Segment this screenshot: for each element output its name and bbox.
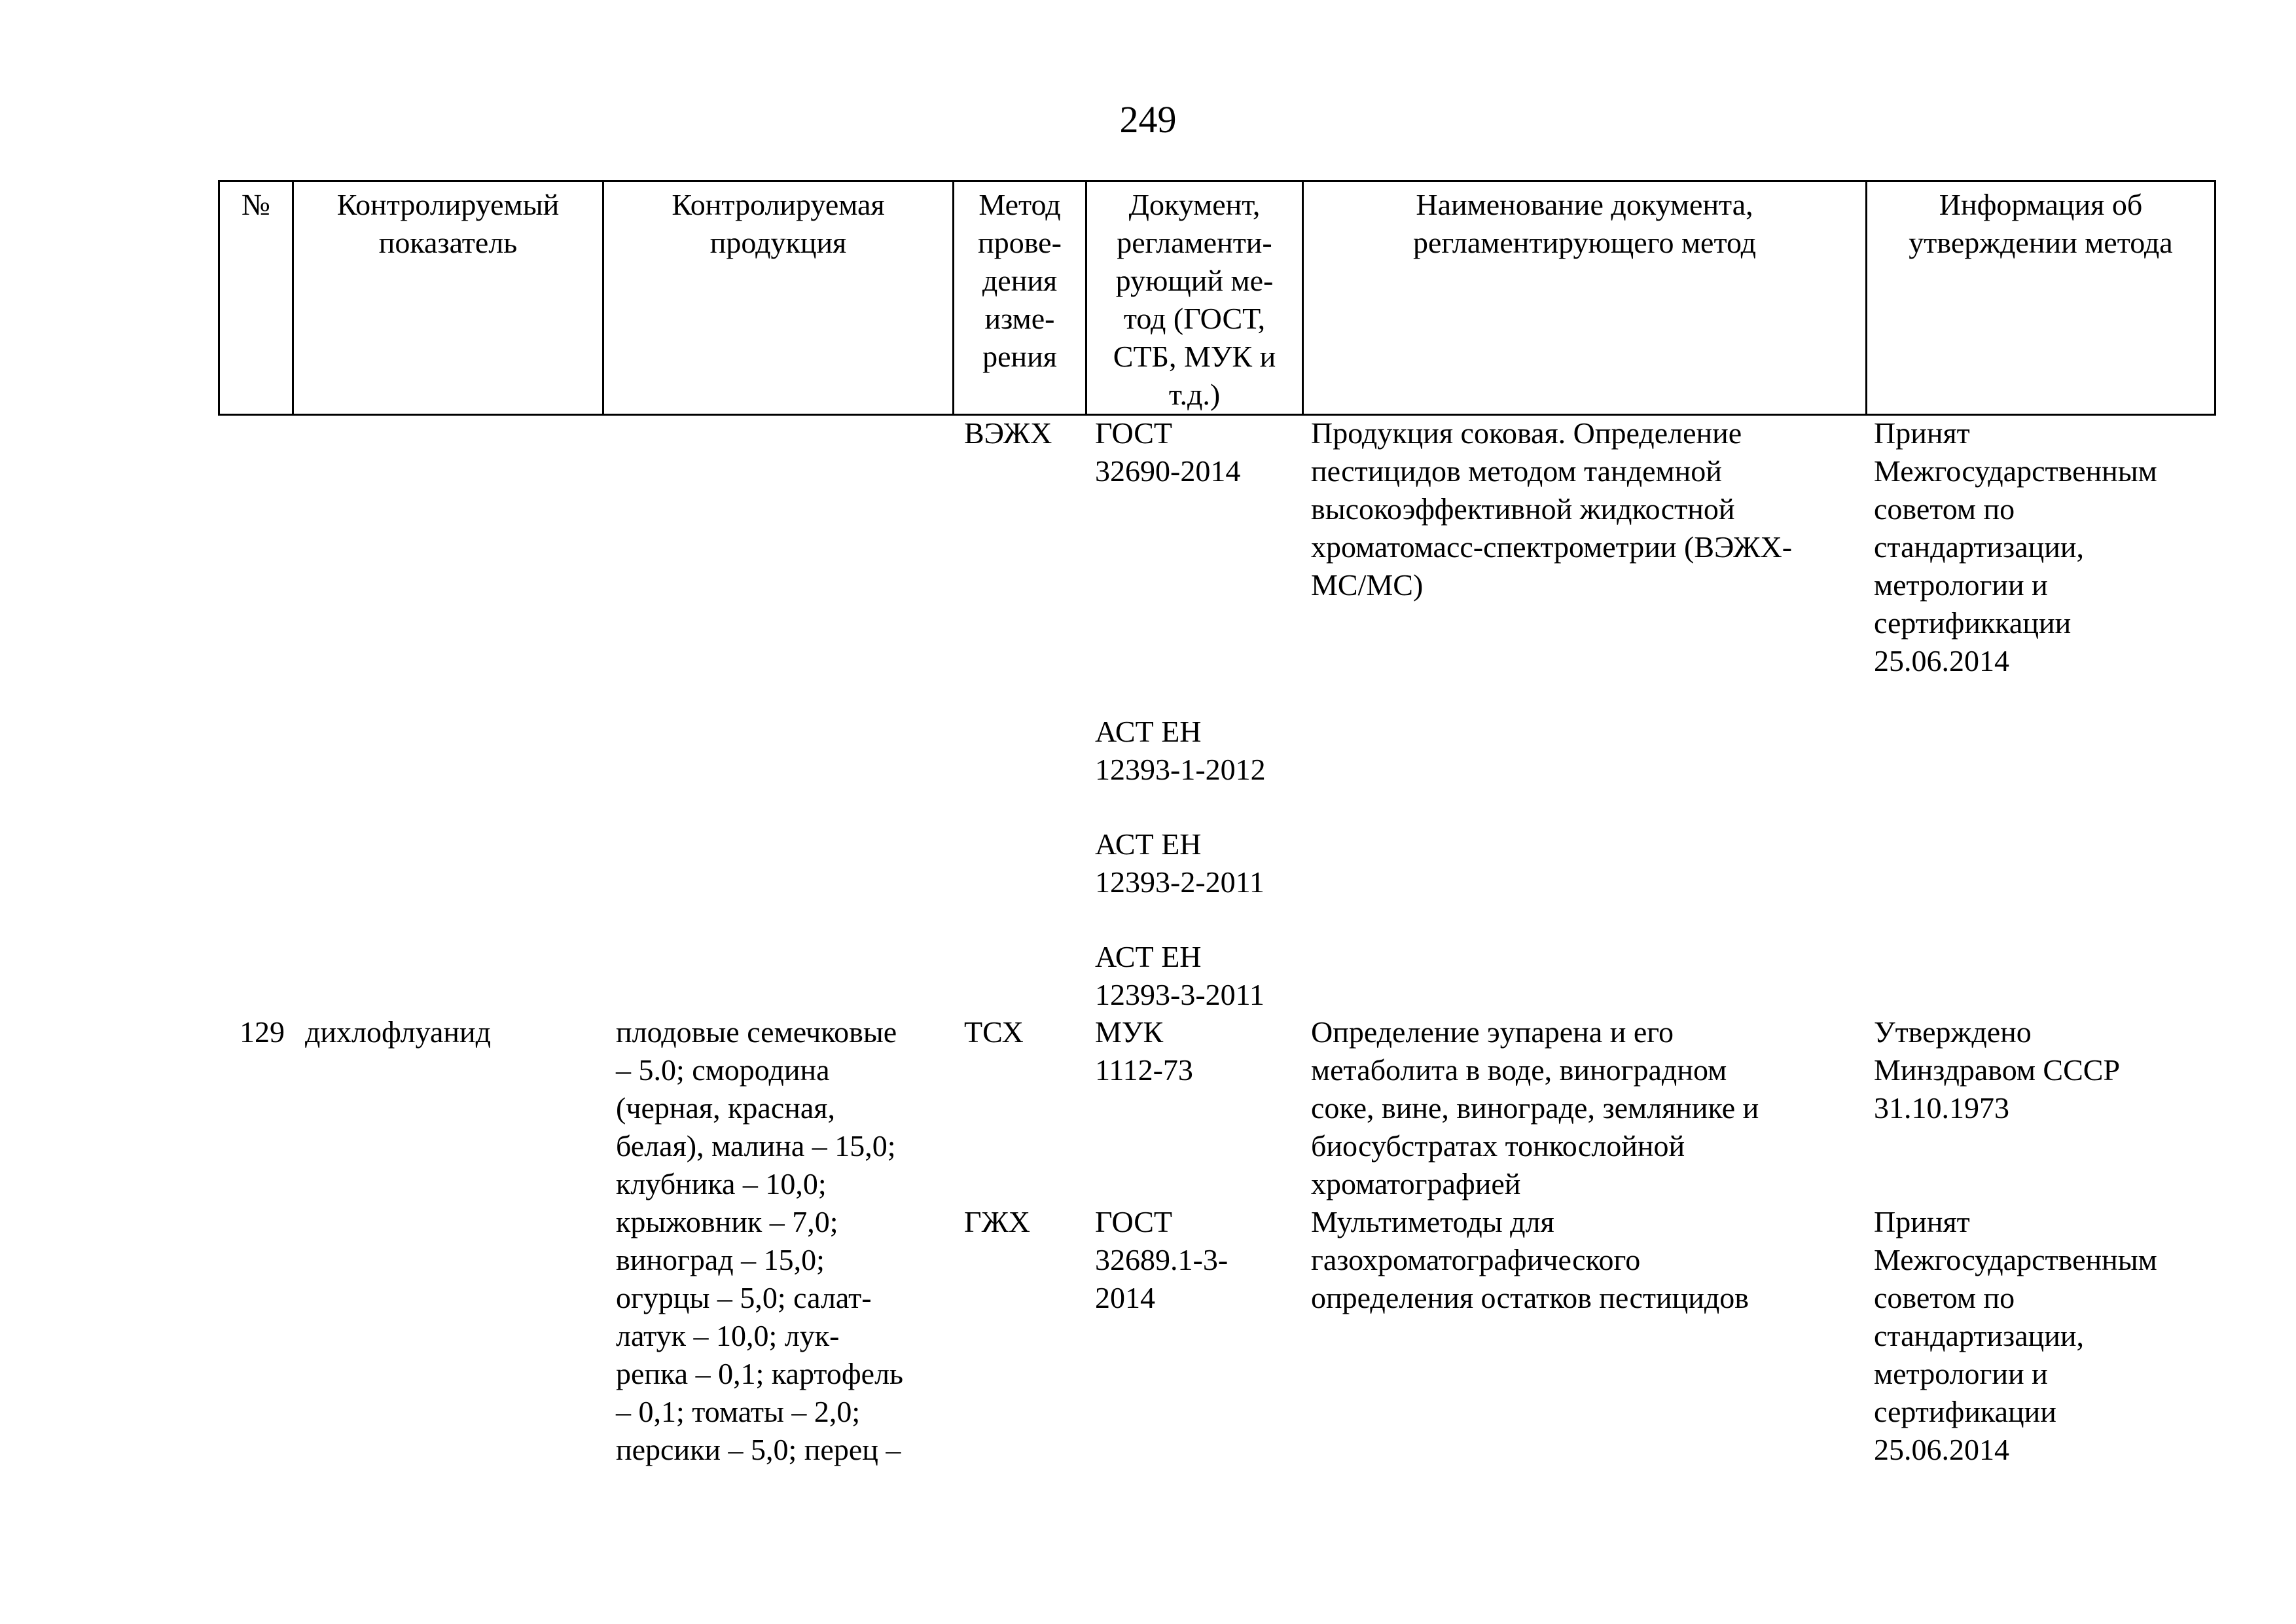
text-line: репка – 0,1; картофель [616, 1357, 903, 1390]
text-line: виноград – 15,0; [616, 1243, 825, 1276]
row-product-list [616, 1013, 903, 1469]
text-line: (черная, красная, [616, 1091, 835, 1125]
text-line: огурцы – 5,0; салат- [616, 1281, 872, 1314]
text-line: 12393-1-2012 [1095, 753, 1266, 786]
row-document-gost-32690 [1095, 414, 1240, 490]
text-line: латук – 10,0; лук- [616, 1319, 840, 1352]
text-line: 32689.1-3- [1095, 1243, 1229, 1276]
text-line: стандартизации, [1874, 530, 2084, 564]
header-line: регламентирующего метод [1412, 226, 1757, 259]
row-doc-name-juice [1311, 414, 1792, 604]
row-approval-interstate-2 [1874, 1203, 2157, 1469]
header-num-text: № [242, 188, 270, 221]
row-approval-interstate [1874, 414, 2157, 680]
header-line: изме- [984, 302, 1055, 335]
row-doc-name-euparen [1311, 1013, 1759, 1203]
text-line: пестицидов методом тандемной [1311, 454, 1722, 488]
text-line: сертификации [1874, 1395, 2056, 1428]
text-line: АСТ ЕН [1095, 827, 1202, 861]
text-line: советом по [1874, 492, 2015, 526]
header-line: Контролируемая [672, 188, 885, 221]
text-line: Продукция соковая. Определение [1311, 416, 1742, 450]
text-line: МС/МС) [1311, 568, 1424, 602]
text-line: Утверждено [1874, 1015, 2032, 1049]
header-document [1086, 181, 1303, 415]
text-line: Межгосударственным [1874, 454, 2157, 488]
text-line: 25.06.2014 [1874, 1433, 2009, 1466]
header-product [603, 181, 954, 415]
text-line: метрологии и [1874, 568, 2048, 602]
row-method-gzhkh: ГЖХ [964, 1205, 1031, 1238]
text-line: Межгосударственным [1874, 1243, 2157, 1276]
text-line: АСТ ЕН [1095, 940, 1202, 973]
text-line: Принят [1874, 416, 1970, 450]
text-line: хроматомасс-спектрометрии (ВЭЖХ- [1311, 530, 1793, 564]
header-line: показатель [378, 226, 518, 259]
text-line: – 0,1; томаты – 2,0; [616, 1395, 861, 1428]
row-number-129: 129 [240, 1015, 285, 1049]
text-line: 2014 [1095, 1281, 1155, 1314]
text-line: хроматографией [1311, 1167, 1521, 1200]
row-approval-minzdrav [1874, 1013, 2120, 1127]
header-line: рующий ме- [1115, 264, 1274, 297]
row-method-vezhkh: ВЭЖХ [964, 416, 1052, 450]
text-line: Минздравом СССР [1874, 1053, 2121, 1087]
header-line: Документ, [1128, 188, 1261, 221]
text-line: соке, вине, винограде, землянике и [1311, 1091, 1759, 1125]
header-line: утверждении метода [1909, 226, 2173, 259]
header-line: Наименование документа, [1416, 188, 1753, 221]
text-line: газохроматографического [1311, 1243, 1641, 1276]
header-line: прове- [978, 226, 1062, 259]
header-line: продукция [709, 226, 847, 259]
header-doc-name [1303, 181, 1867, 415]
header-approval [1867, 181, 2215, 415]
header-line: Информация об [1939, 188, 2143, 221]
text-line: ГОСТ [1095, 1205, 1173, 1238]
text-line: метаболита в воде, виноградном [1311, 1053, 1727, 1087]
text-line: 12393-2-2011 [1095, 865, 1265, 899]
text-line: высокоэффективной жидкостной [1311, 492, 1735, 526]
header-line: регламенти- [1117, 226, 1272, 259]
text-line: 1112-73 [1095, 1053, 1193, 1087]
row-document-gost-32689 [1095, 1203, 1228, 1317]
text-line: Принят [1874, 1205, 1970, 1238]
text-line: сертификкации [1874, 606, 2072, 640]
row-document-muk-1112 [1095, 1013, 1193, 1089]
text-line: метрологии и [1874, 1357, 2048, 1390]
text-line: плодовые семечковые [616, 1015, 897, 1049]
row-document-ast-en-2 [1095, 825, 1265, 901]
text-line: биосубстратах тонкослойной [1311, 1129, 1685, 1163]
row-document-ast-en-3 [1095, 938, 1265, 1014]
header-line: Метод [978, 188, 1061, 221]
table-header [218, 180, 2216, 416]
header-indicator [293, 181, 603, 415]
text-line: крыжовник – 7,0; [616, 1205, 838, 1238]
text-line: персики – 5,0; перец – [616, 1433, 901, 1466]
text-line: советом по [1874, 1281, 2015, 1314]
text-line: АСТ ЕН [1095, 715, 1202, 748]
row-indicator-dichlofluanid: дихлофлуанид [305, 1015, 492, 1049]
page-number: 249 [1119, 98, 1177, 141]
text-line: 31.10.1973 [1874, 1091, 2009, 1125]
text-line: Определение эупарена и его [1311, 1015, 1674, 1049]
text-line: 25.06.2014 [1874, 644, 2009, 677]
header-line: рения [982, 340, 1057, 373]
text-line: – 5.0; смородина [616, 1053, 830, 1087]
header-num [219, 181, 293, 415]
text-line: белая), малина – 15,0; [616, 1129, 896, 1163]
text-line: 32690-2014 [1095, 454, 1241, 488]
header-line: т.д.) [1168, 378, 1221, 411]
text-line: МУК [1095, 1015, 1164, 1049]
text-line: стандартизации, [1874, 1319, 2084, 1352]
text-line: 12393-3-2011 [1095, 978, 1265, 1011]
text-line: клубника – 10,0; [616, 1167, 827, 1200]
text-line: ГОСТ [1095, 416, 1173, 450]
row-method-tskh: ТСХ [964, 1015, 1024, 1049]
text-line: определения остатков пестицидов [1311, 1281, 1749, 1314]
header-line: СТБ, МУК и [1113, 340, 1276, 373]
row-document-ast-en-1 [1095, 713, 1266, 789]
header-line: дения [982, 264, 1058, 297]
header-line: тод (ГОСТ, [1123, 302, 1266, 335]
header-line: Контролируемый [336, 188, 560, 221]
row-doc-name-multimethods [1311, 1203, 1749, 1317]
header-method [954, 181, 1086, 415]
text-line: Мультиметоды для [1311, 1205, 1554, 1238]
